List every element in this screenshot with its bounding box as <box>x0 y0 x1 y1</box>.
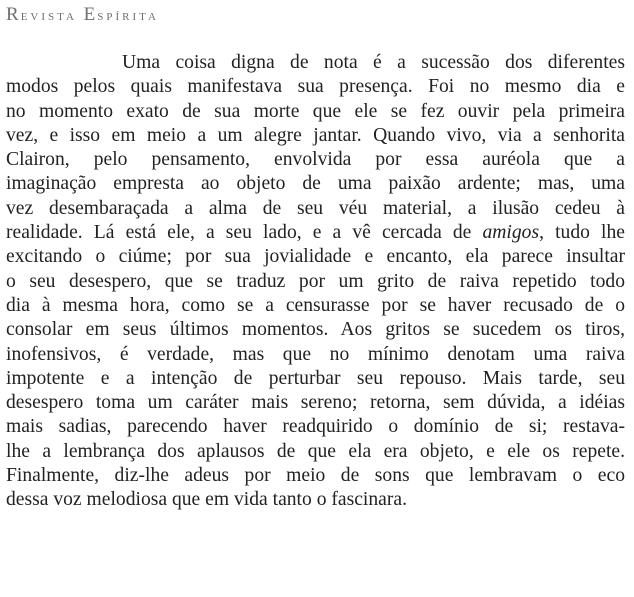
italic-word: amigos <box>482 222 540 244</box>
text-line: excitando o ciúme; por sua jovialidade e encanto, ela parece insultar <box>6 246 625 268</box>
text-line: mais sadias, parecendo haver readquirido o domínio de si; restava- <box>6 416 625 438</box>
text-line: Finalmente, diz-lhe adeus por meio de sons que lembravam o eco <box>6 465 625 487</box>
text-line: modos pelos quais manifestava sua presença. Foi no mesmo dia e <box>6 76 625 98</box>
body-paragraph <box>6 51 625 513</box>
text-line: consolar em seus últimos momentos. Aos gritos se sucedem os tiros, <box>6 319 625 341</box>
text-line: impotente e a intenção de perturbar seu repouso. Mais tarde, seu <box>6 367 625 389</box>
text-line: lhe a lembrança dos aplausos de que ela era objeto, e ele os repete. <box>6 440 625 462</box>
text-line-with-italic <box>6 221 625 245</box>
running-title: Revista Espírita <box>6 4 159 25</box>
text-line: dia à mesma hora, como se a censurasse por se haver recusado de o <box>6 294 625 316</box>
text-line: o seu desespero, que se traduz por um grito de raiva repetido todo <box>6 270 625 292</box>
text-line: desespero toma um caráter mais sereno; retorna, sem dúvida, a idéias <box>6 392 625 414</box>
text-line: vez desembaraçada a alma de seu véu material, a ilusão cedeu à <box>6 197 625 219</box>
running-header <box>6 4 159 26</box>
text-line: Uma coisa digna de nota é a sucessão dos diferentes <box>122 52 625 73</box>
text-line-segment: , tudo lhe <box>539 222 625 244</box>
text-line: inofensivos, é verdade, mas que no mínimo denotam uma raiva <box>6 343 625 365</box>
text-line: no momento exato de sua morte que ele se fez ouvir pela primeira <box>6 100 625 122</box>
text-line: dessa voz melodiosa que em vida tanto o fascinara. <box>6 489 407 511</box>
text-line: vez, e isso em meio a um alegre jantar. Quando vivo, via a senhorita <box>6 124 625 146</box>
text-line: imaginação empresta ao objeto de uma paixão ardente; mas, uma <box>6 173 625 195</box>
text-line-segment: realidade. Lá está ele, a seu lado, e a vê cercada de <box>6 222 472 244</box>
text-line: Clairon, pelo pensamento, envolvida por essa auréola que a <box>6 149 625 171</box>
